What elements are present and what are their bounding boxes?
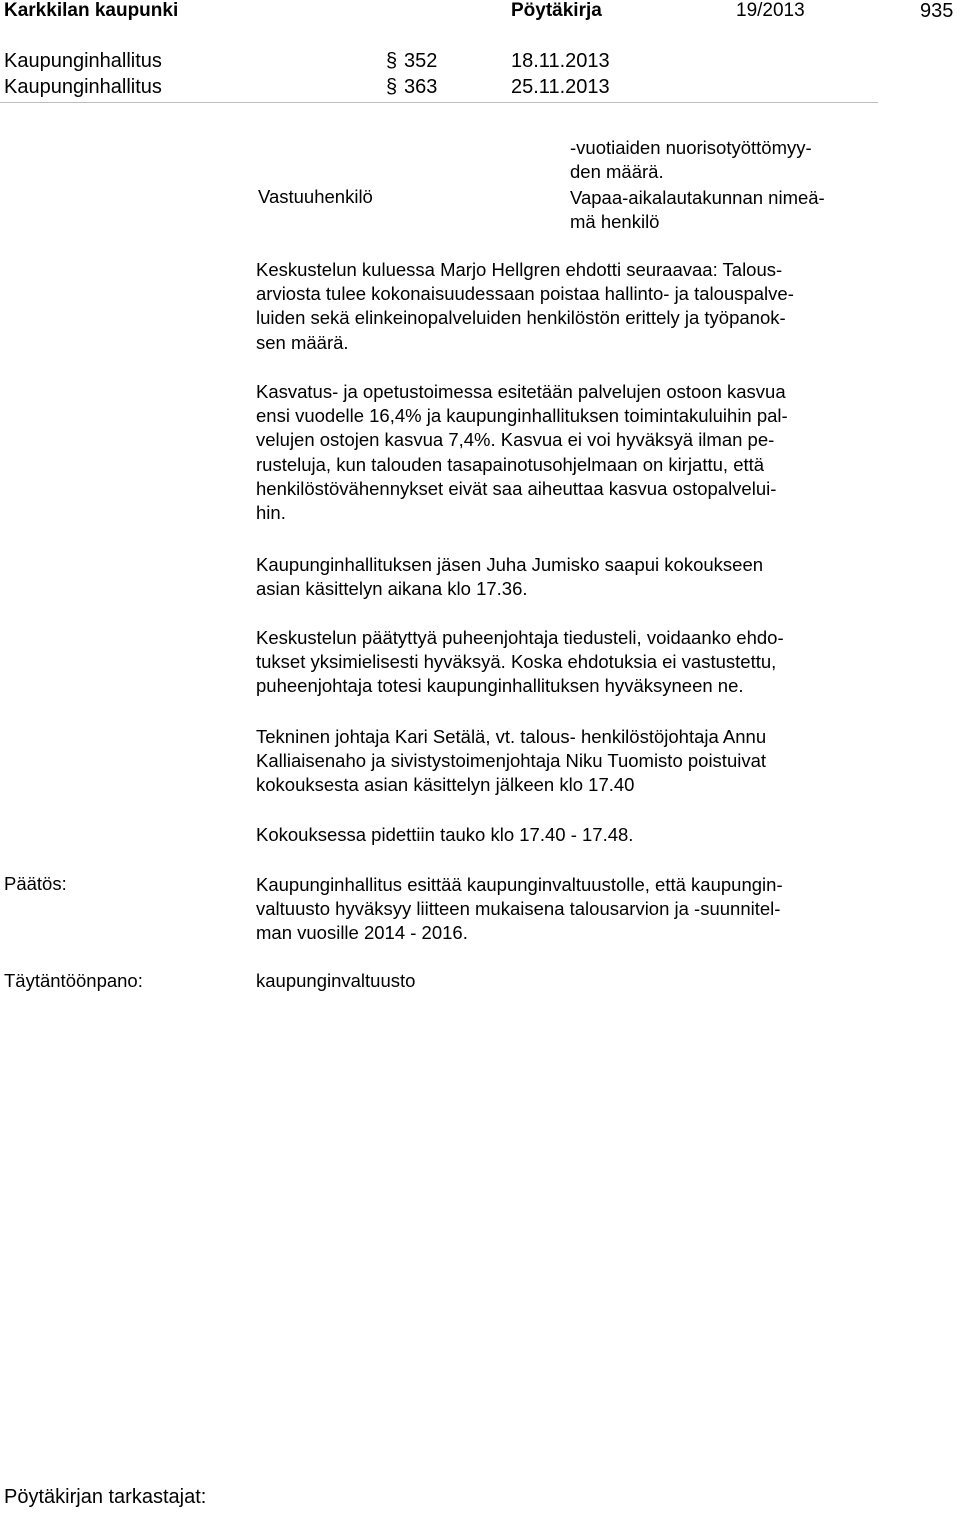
section-number: 352 <box>404 50 438 72</box>
section-symbol: § <box>386 50 398 72</box>
paragraph: Keskustelun kuluessa Marjo Hellgren ehdotti seuraavaa: Talous- arviosta tulee kokonaisuudessaan poistaa hallinto- ja talouspalve- luiden sekä elinkeinopalveluiden henkilöstön erittely ja työpanok- sen määrä. <box>256 259 794 353</box>
implementation-label: Täytäntöönpano: <box>4 970 143 991</box>
implementation-value: kaupunginvaltuusto <box>256 970 416 991</box>
responsibility-value: Vapaa-aikalautakunnan nimeä- mä henkilö <box>570 187 825 233</box>
paragraph: Kaupunginhallituksen jäsen Juha Jumisko saapui kokoukseen asian käsittelyn aikana klo 17.36. <box>256 554 764 600</box>
document-number: 19/2013 <box>736 0 805 21</box>
document-type: Pöytäkirja <box>511 0 602 21</box>
meeting-body: Kaupunginhallitus <box>4 76 162 98</box>
decision-text: Kaupunginhallitus esittää kaupunginvaltuustolle, että kaupungin- valtuusto hyväksyy liitteen mukaisena talousarvion ja -suunnitel- man vuosille 2014 - 2016. <box>256 874 783 944</box>
meeting-body: Kaupunginhallitus <box>4 50 162 72</box>
meeting-date: 18.11.2013 <box>511 50 610 72</box>
organization-name: Karkkilan kaupunki <box>4 0 179 21</box>
minutes-reviewers-label: Pöytäkirjan tarkastajat: <box>4 1486 207 1508</box>
header-divider <box>0 102 878 103</box>
paragraph: Keskustelun päätyttyä puheenjohtaja tiedusteli, voidaanko ehdo- tukset yksimielisesti hyväksyä. Koska ehdotuksia ei vastustettu, puheenjohtaja totesi kaupunginhallituksen hyväksyneen ne. <box>256 627 784 697</box>
paragraph: Tekninen johtaja Kari Setälä, vt. talous- henkilöstöjohtaja Annu Kalliaisenaho ja sivistystoimenjohtaja Niku Tuomisto poistuivat kokouksesta asian käsittelyn jälkeen klo 17.40 <box>256 726 767 796</box>
decision-label: Päätös: <box>4 873 67 894</box>
page-number: 935 <box>920 0 954 22</box>
paragraph: Kokouksessa pidettiin tauko klo 17.40 - 17.48. <box>256 824 634 845</box>
paragraph: Kasvatus- ja opetustoimessa esitetään palvelujen ostoon kasvua ensi vuodelle 16,4% ja kaupunginhallituksen toimintakuluihin pal- velujen ostojen kasvua 7,4%. Kasvua ei voi hyväksyä ilman pe- rusteluja, kun talouden tasapainotusohjelmaan on kirjattu, että henkilöstövähennykset eivät saa aiheuttaa kasvua ostopalvelui- hin. <box>256 381 788 524</box>
meeting-date: 25.11.2013 <box>511 76 610 98</box>
section-symbol: § <box>386 76 398 98</box>
section-number: 363 <box>404 76 438 98</box>
responsibility-label: Vastuuhenkilö <box>258 186 373 207</box>
responsibility-continued: -vuotiaiden nuorisotyöttömyy- den määrä. <box>570 137 812 183</box>
